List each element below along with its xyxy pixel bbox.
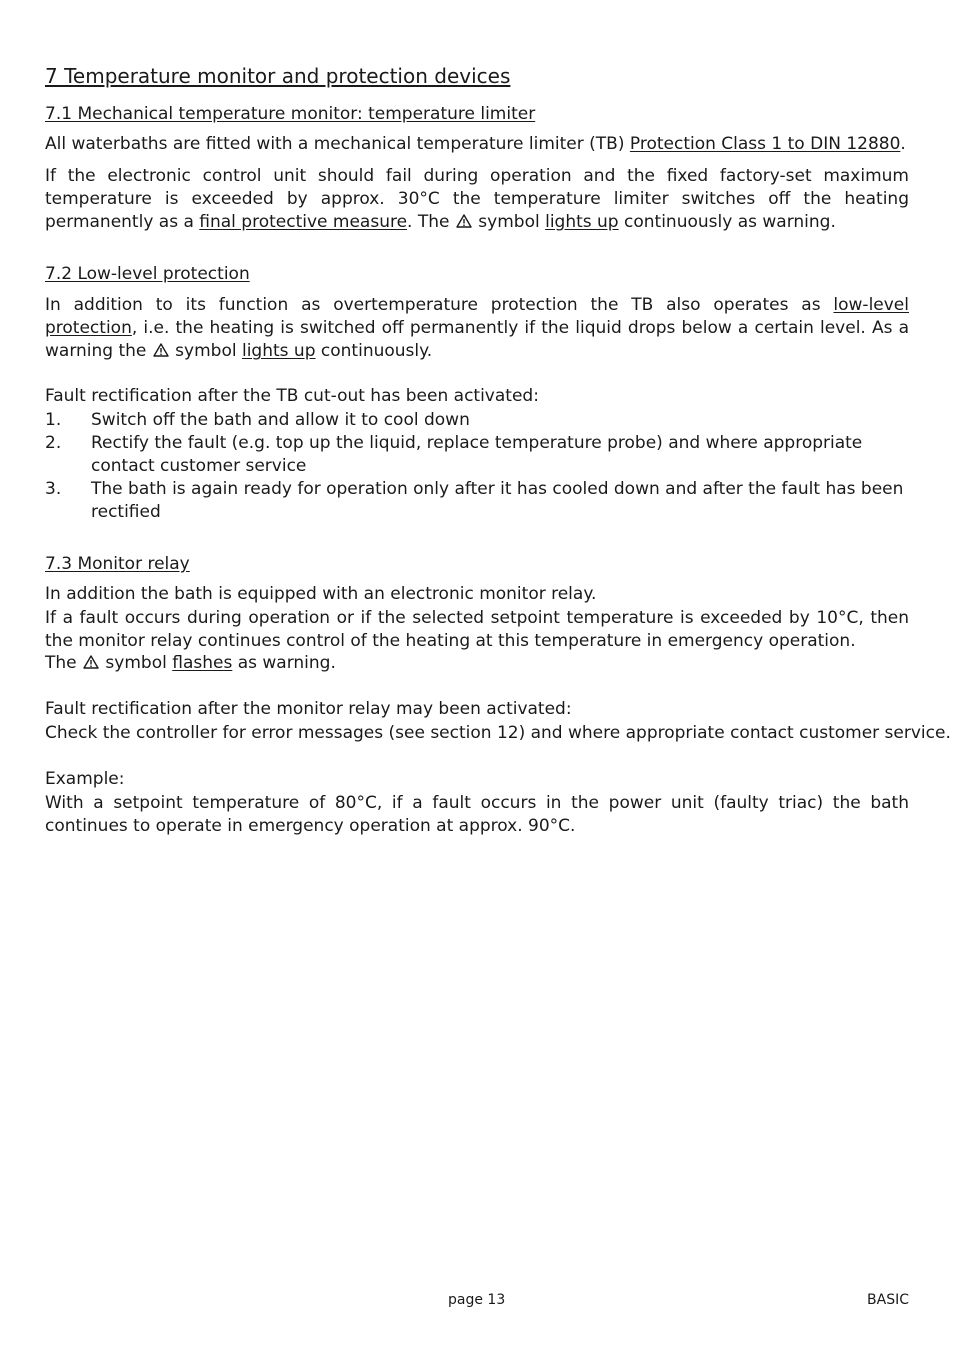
warning-triangle-icon xyxy=(456,214,472,228)
example-text: With a setpoint temperature of 80°C, if a fault occurs in the power unit (faulty triac) the bath continues to operate in emergency operation at approx. 90°C. xyxy=(45,793,909,836)
paragraph-7-1-2: If the electronic control unit should fail during operation and the fixed factory-set maximum temperature is exceeded by approx. 30°C the temperature limiter switches off the heating permanently as a final protective measure. The symbol lights up continuously as warning. xyxy=(45,166,909,232)
page-number: page 13 xyxy=(448,1292,506,1308)
protection-class-text: Protection Class 1 to DIN 12880 xyxy=(629,134,901,154)
section-title: 7 Temperature monitor and protection devices xyxy=(45,64,511,88)
subsection-heading-7-3: 7.3 Monitor relay xyxy=(45,554,190,574)
model-name: BASIC xyxy=(867,1292,909,1308)
paragraph-7-3-1: In addition the bath is equipped with an electronic monitor relay. xyxy=(45,584,597,604)
fault-rectification-title: Fault rectification after the TB cut-out has been activated: xyxy=(45,386,539,406)
paragraph-7-1-1: All waterbaths are fitted with a mechanical temperature limiter (TB) Protection Class 1 to DIN 12880. xyxy=(45,134,906,154)
paragraph-7-3-3: The symbol flashes as warning. xyxy=(45,653,336,673)
example-label: Example: xyxy=(45,769,125,789)
paragraph-7-2-1: In addition to its function as overtemperature protection the TB also operates as low-level protection, i.e. the heating is switched off permanently if the liquid drops below a certain level. As a warning the symbol lights up continuously. xyxy=(45,295,909,361)
subsection-heading-7-2: 7.2 Low-level protection xyxy=(45,264,250,284)
monitor-fault-title: Fault rectification after the monitor relay may been activated: xyxy=(45,699,572,719)
paragraph-7-3-2: If a fault occurs during operation or if the selected setpoint temperature is exceeded by 10°C, then the monitor relay continues control of the heating at this temperature in emergency operation. xyxy=(45,608,909,651)
warning-triangle-icon xyxy=(83,655,99,669)
monitor-fault-text: Check the controller for error messages (see section 12) and where appropriate contact customer service. xyxy=(45,723,951,743)
subsection-heading-7-1: 7.1 Mechanical temperature monitor: temperature limiter xyxy=(45,104,536,124)
warning-triangle-icon xyxy=(153,343,169,357)
